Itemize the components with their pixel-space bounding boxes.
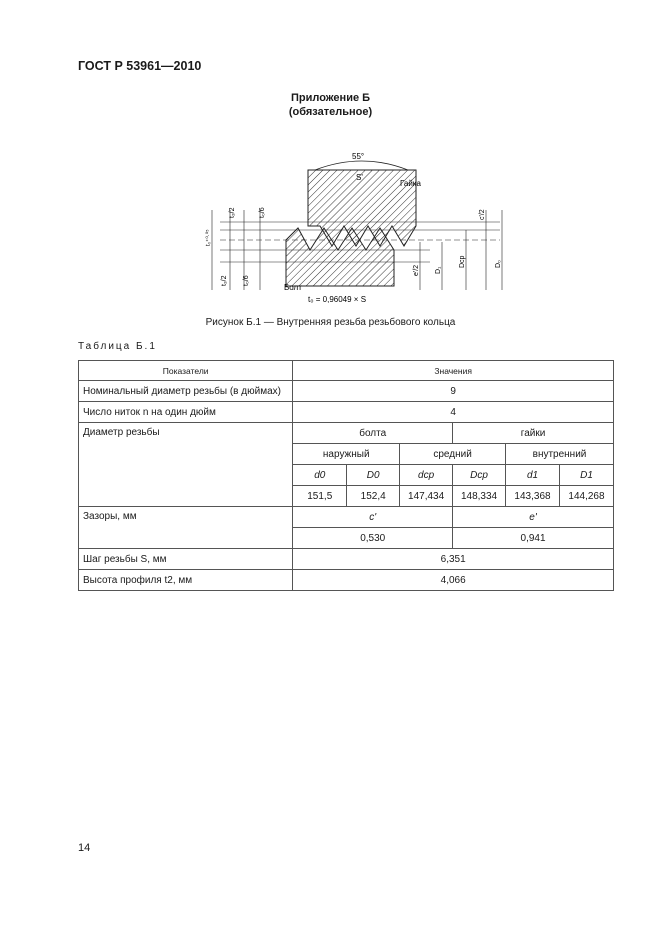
middle-header: средний	[400, 444, 506, 465]
value-cell: 152,4	[347, 486, 400, 507]
row-label: Зазоры, мм	[79, 507, 293, 549]
value-cell: 147,434	[400, 486, 453, 507]
appendix-heading	[0, 91, 661, 119]
thread-parameters-table	[78, 360, 614, 591]
table-row	[79, 507, 614, 528]
c-half-label: c'/2	[479, 209, 486, 220]
angle-arc	[315, 161, 408, 170]
table-row	[79, 423, 614, 444]
symbol-cell: D0	[347, 465, 400, 486]
value-cell: 148,334	[453, 486, 506, 507]
row-label: Диаметр резьбы	[79, 423, 293, 507]
value-cell: 0,530	[293, 528, 453, 549]
t2-half-label: t₂/2	[229, 207, 236, 218]
symbol-cell: d1	[506, 465, 560, 486]
figure-caption: Рисунок Б.1 — Внутренняя резьба резьбового кольца	[205, 317, 456, 328]
row-label: Число ниток n на один дюйм	[79, 402, 293, 423]
bolt-label: Болт	[284, 283, 302, 292]
value-cell: 143,368	[506, 486, 560, 507]
outer-header: наружный	[293, 444, 400, 465]
e-half-label: e'/2	[413, 264, 420, 276]
table-header-row	[79, 361, 614, 381]
table-caption: Таблица Б.1	[78, 341, 157, 352]
d0-label: D₀	[495, 260, 502, 268]
s-prime-label: S'	[356, 173, 363, 182]
row-label: Шаг резьбы S, мм	[79, 549, 293, 570]
t0-sixth-label: t₀/6	[259, 207, 266, 218]
value-cell: 0,941	[453, 528, 614, 549]
nut-label: Гайка	[400, 179, 421, 188]
symbol-cell: c'	[293, 507, 453, 528]
row-label: Номинальный диаметр резьбы (в дюймах)	[79, 381, 293, 402]
nut-header: гайки	[453, 423, 614, 444]
appendix-title: Приложение Б	[290, 92, 371, 104]
row-label: Высота профиля t2, мм	[79, 570, 293, 591]
appendix-status: (обязательное)	[288, 106, 373, 118]
row-value: 6,351	[293, 549, 614, 570]
t0-tol-label: t₀⁺⁰·⁰⁵	[206, 229, 212, 246]
table-row	[79, 570, 614, 591]
symbol-cell: Dср	[453, 465, 506, 486]
symbol-cell: D1	[559, 465, 613, 486]
d1-label: D₁	[435, 266, 442, 274]
row-value: 9	[293, 381, 614, 402]
t2-half-b-label: t₂/2	[221, 275, 228, 286]
t0-sixth-b-label: t₀/6	[243, 275, 250, 286]
table-row	[79, 549, 614, 570]
value-cell: 151,5	[293, 486, 347, 507]
document-code: ГОСТ Р 53961—2010	[78, 59, 202, 73]
inner-header: внутренний	[506, 444, 614, 465]
page-number: 14	[78, 842, 91, 854]
symbol-cell: dср	[400, 465, 453, 486]
value-cell: 144,268	[559, 486, 613, 507]
angle-label: 55°	[352, 152, 365, 161]
table-row	[79, 402, 614, 423]
header-values: Значения	[293, 361, 614, 381]
symbol-cell: e'	[453, 507, 614, 528]
bolt-section	[286, 228, 394, 286]
row-value: 4	[293, 402, 614, 423]
dcp-label: Dср	[459, 255, 466, 268]
table-row	[79, 381, 614, 402]
formula-label: t₀ = 0,96049 × S	[308, 295, 367, 304]
symbol-cell: d0	[293, 465, 347, 486]
thread-diagram	[180, 150, 520, 310]
row-value: 4,066	[293, 570, 614, 591]
header-indicators: Показатели	[79, 361, 293, 381]
bolt-header: болта	[293, 423, 453, 444]
